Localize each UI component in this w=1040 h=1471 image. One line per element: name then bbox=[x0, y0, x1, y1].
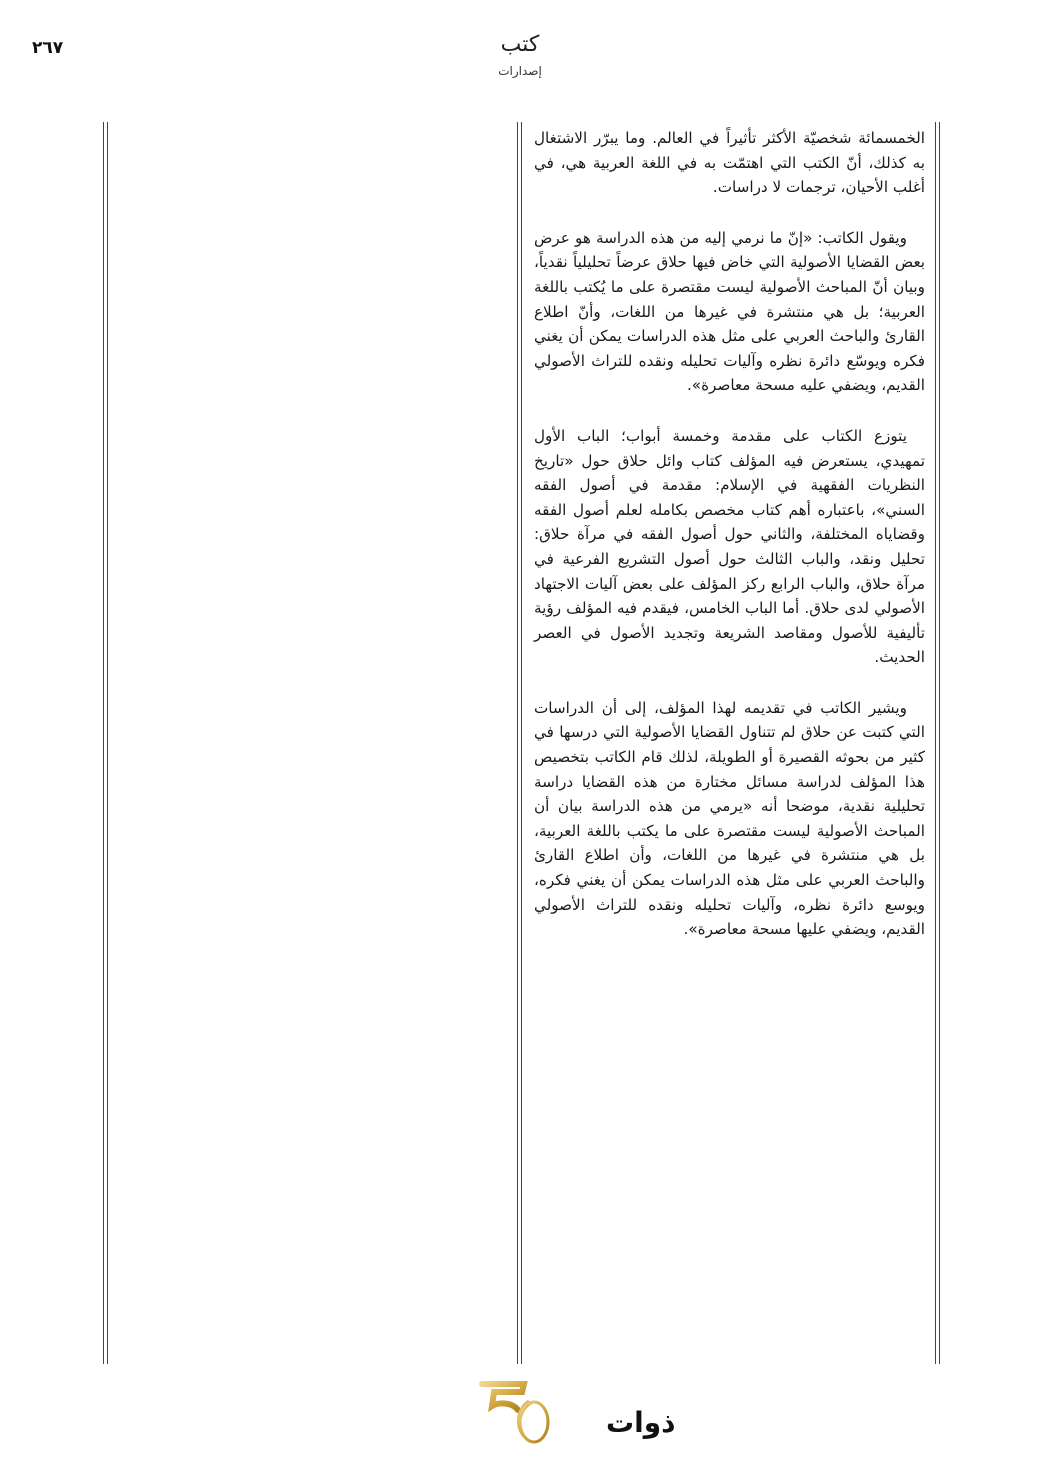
section-title: كتب bbox=[500, 32, 540, 57]
right-column-rule-outer bbox=[939, 122, 940, 1364]
logo-ring-shape bbox=[520, 1402, 548, 1442]
section-subtitle: إصدارات bbox=[498, 64, 542, 79]
center-column-rule-outer bbox=[517, 122, 518, 1364]
left-column-rule-inner bbox=[107, 122, 108, 1364]
center-column-rule-inner bbox=[521, 122, 522, 1364]
right-column-rule-inner bbox=[935, 122, 936, 1364]
article-paragraph: ويقول الكاتب: «إنّ ما نرمي إليه من هذه الدراسة هو عرض بعض القضايا الأصولية التي خاض فيها حلاق عرضاً تحليلياً نقدياً، وبيان أنّ المباحث الأصولية ليست مقتصرة على ما يُكتب باللغة العربية؛ بل هي منتشرة في غيرها من اللغات، وأنّ اطلاع القارئ والباحث العربي على مثل هذه الدراسات يمكن أن يغني فكره ويوسّع دائرة نظره وآليات تحليله ونقده للتراث الأصولي القديم، ويضفي عليه مسحة معاصرة». bbox=[534, 228, 925, 395]
page-number: ٢٦٧ bbox=[32, 38, 64, 58]
article-paragraph: الخمسمائة شخصيّة الأكثر تأثيراً في العالم. وما يبرّر الاشتغال به كذلك، أنّ الكتب التي اهتمّت به في اللغة العربية هي، في أغلب الأحيان، ترجمات لا دراسات. bbox=[534, 129, 925, 197]
left-column-rule-outer bbox=[103, 122, 104, 1364]
article-paragraph: يتوزع الكتاب على مقدمة وخمسة أبواب؛ الباب الأول تمهيدي، يستعرض فيه المؤلف كتاب وائل حلاق حول «تاريخ النظريات الفقهية في الإسلام: مقدمة في أصول الفقه السني»، باعتباره أهم كتاب مخصص بكامله لعلم أصول الفقه وقضاياه المختلفة، والثاني حول أصول الفقه في مرآة حلاق: تحليل ونقد، والباب الثالث حول أصول التشريع الفرعية في مرآة حلاق، والباب الرابع ركز المؤلف على بعض آليات الاجتهاد الأصولي لدى حلاق. أما الباب الخامس، فيقدم فيه المؤلف رؤية تأليفية للأصول ومقاصد الشريعة وتجديد الأصول في العصر الحديث. bbox=[534, 426, 925, 667]
section-header bbox=[420, 32, 620, 78]
article-column bbox=[534, 126, 925, 968]
logo-five-shape bbox=[482, 1384, 524, 1410]
logo-wordmark: ذوات bbox=[606, 1406, 676, 1439]
article-paragraph: ويشير الكاتب في تقديمه لهذا المؤلف، إلى أن الدراسات التي كتبت عن حلاق لم تتناول القضايا الأصولية التي درسها في كثير من بحوثه القصيرة أو الطويلة، لذلك قام الكاتب بتخصيص هذا المؤلف لدراسة مسائل مختارة من هذه القضايا دراسة تحليلية نقدية، موضحا أنه «يرمي من هذه الدراسة بيان أن المباحث الأصولية ليست مقتصرة على ما يكتب باللغة العربية، بل هي منتشرة في غيرها من اللغات، وأن اطلاع القارئ والباحث العربي على مثل هذه الدراسات يمكن أن يغني فكره، ويوسع دائرة نظره، وآليات تحليله ونقده للتراث الأصولي القديم، ويضفي عليها مسحة معاصرة». bbox=[534, 698, 925, 939]
dhawat-logo bbox=[472, 1378, 676, 1448]
